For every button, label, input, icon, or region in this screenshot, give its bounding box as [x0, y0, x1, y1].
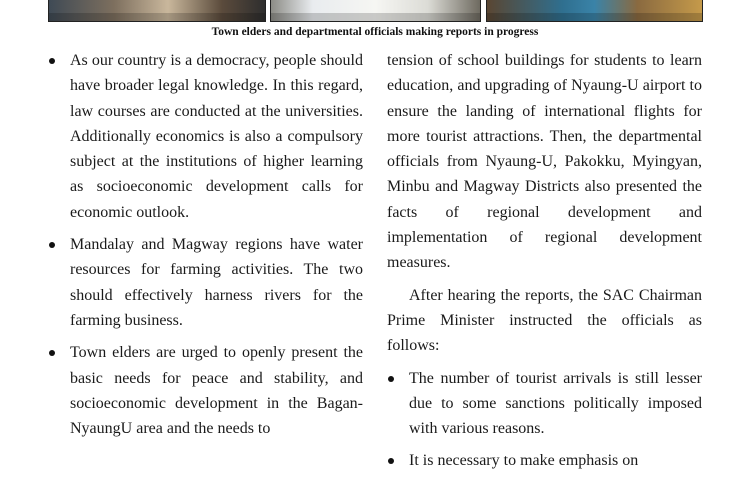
list-item — [48, 48, 363, 225]
bullet-icon — [388, 376, 394, 382]
list-item — [48, 340, 363, 441]
list-item-text: The number of tourist arrivals is still lesser due to some sanctions politically imposed with various reasons. — [409, 369, 702, 438]
body-paragraph: After hearing the reports, the SAC Chairman Prime Minister instructed the officials as follows: — [387, 286, 702, 355]
right-bullet-list — [387, 366, 702, 474]
list-item-text: Mandalay and Magway regions have water resources for farming activities. The two should effectively harness rivers for the farming business. — [70, 236, 363, 329]
bullet-icon — [388, 458, 394, 464]
list-item-text: It is necessary to make emphasis on — [409, 452, 639, 470]
photo-left — [48, 0, 266, 22]
left-bullet-list — [48, 48, 363, 441]
photo-caption: Town elders and departmental officials making reports in progress — [211, 26, 539, 38]
list-item — [387, 448, 702, 473]
continuation-paragraph: tension of school buildings for students to learn education, and upgrading of Nyaung-U airport to ensure the landing of international flights for more tourist attractions. Then, the departmental officials from Nyaung-U, Pakokku, Myingyan, Minbu and Magway Districts also presented the facts of regional development and implementation of regional development measures. — [387, 52, 702, 272]
list-item — [387, 366, 702, 442]
bullet-icon — [49, 242, 55, 248]
photo-right — [486, 0, 703, 22]
photo-strip — [0, 0, 750, 24]
left-column — [48, 48, 363, 448]
bullet-icon — [49, 350, 55, 356]
bullet-icon — [49, 58, 55, 64]
list-item-text: Town elders are urged to openly present the basic needs for peace and stability, and socioeconomic development in the Bagan-NyaungU area and the needs to — [70, 344, 363, 438]
photo-center — [270, 0, 481, 22]
right-column — [387, 48, 702, 481]
list-item-text: As our country is a democracy, people should have broader legal knowledge. In this regard, law courses are conducted at the universities. Additionally economics is also a compulsory subject at the institutions of higher learning as socioeconomic development calls for economic outlook. — [70, 52, 363, 221]
list-item — [48, 232, 363, 333]
